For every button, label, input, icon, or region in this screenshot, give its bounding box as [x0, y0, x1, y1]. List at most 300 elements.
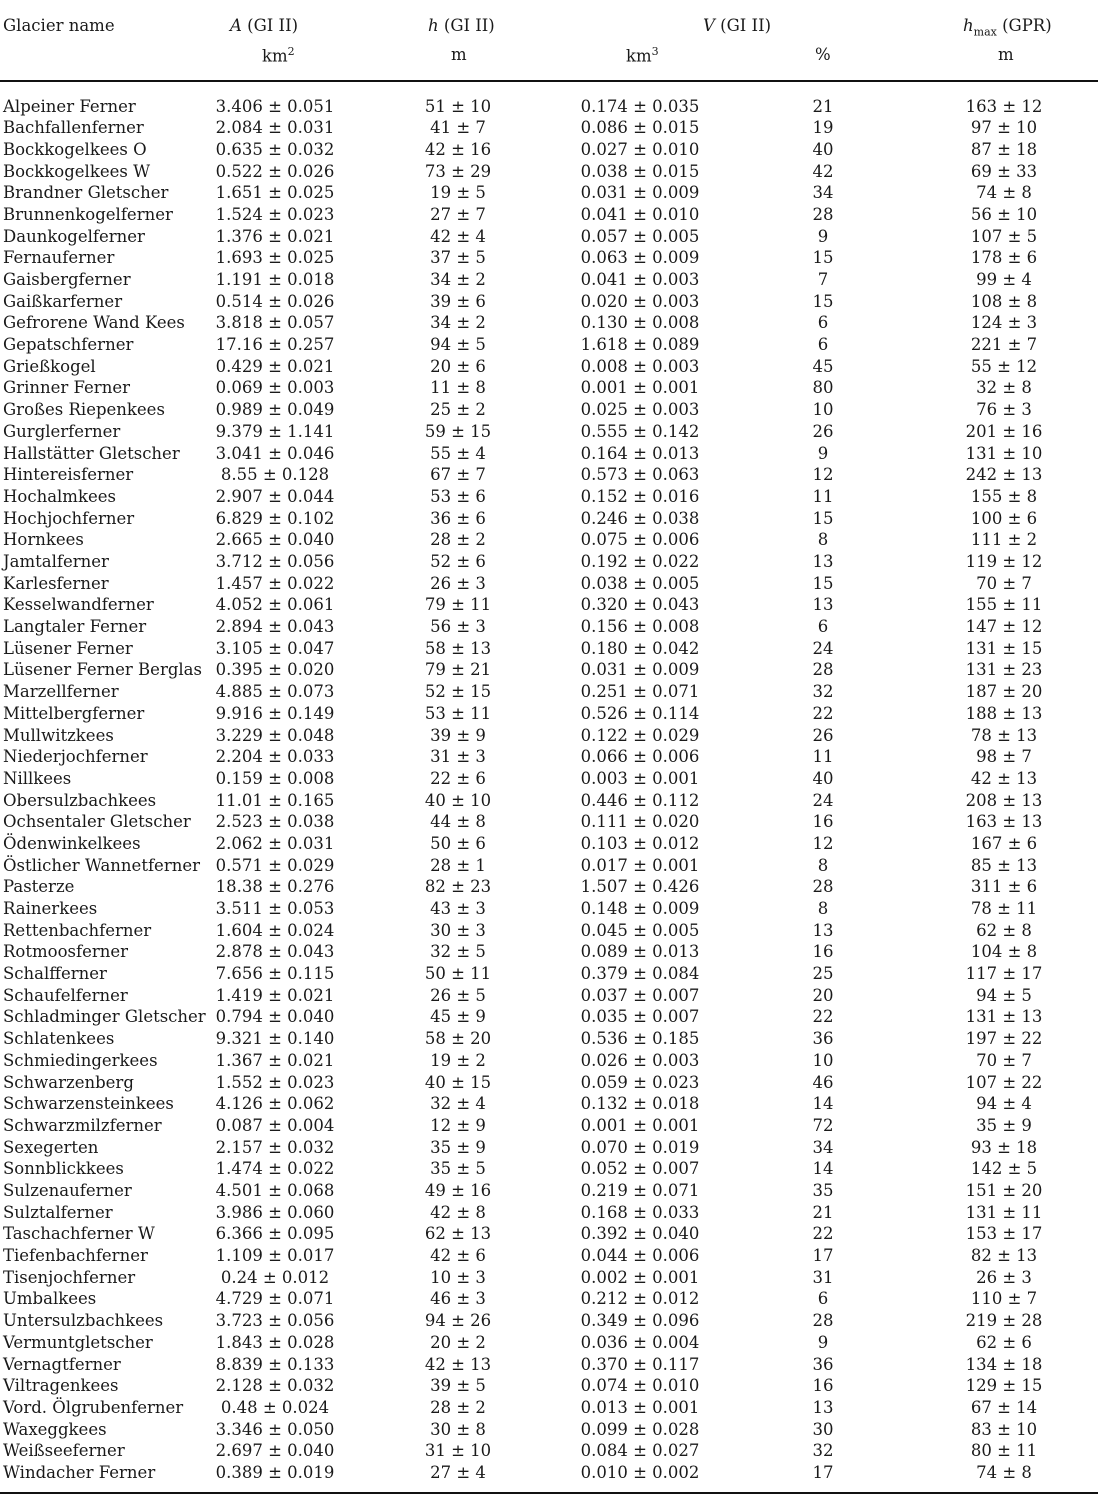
thickness-cell: 30 ± 8: [430, 1419, 486, 1439]
area-cell: 1.474 ± 0.022: [215, 1159, 335, 1179]
table-row: [0, 833, 1098, 855]
glacier-name-cell: Lüsener Ferner Berglas: [3, 660, 202, 680]
percent-cell: 36: [812, 1029, 834, 1049]
hmax-cell: 208 ± 13: [965, 790, 1043, 810]
table-row: [0, 421, 1098, 443]
area-cell: 1.604 ± 0.024: [215, 920, 335, 940]
area-cell: 2.907 ± 0.044: [215, 486, 335, 506]
glacier-name-cell: Viltragenkees: [3, 1376, 119, 1396]
percent-cell: 12: [812, 465, 834, 485]
hmax-cell: 311 ± 6: [970, 877, 1038, 897]
thickness-cell: 12 ± 9: [430, 1115, 486, 1135]
percent-cell: 22: [812, 1007, 834, 1027]
glacier-name-cell: Hochalmkees: [3, 486, 116, 506]
percent-cell: 13: [812, 920, 834, 940]
thickness-cell: 42 ± 6: [430, 1246, 486, 1266]
volume-cell: 0.219 ± 0.071: [580, 1181, 700, 1200]
hmax-cell: 131 ± 11: [965, 1202, 1043, 1222]
glacier-name-cell: Hintereisferner: [3, 465, 134, 485]
volume-cell: 0.052 ± 0.007: [580, 1159, 700, 1179]
area-cell: 2.062 ± 0.031: [215, 833, 335, 853]
percent-cell: 31: [812, 1267, 834, 1287]
volume-cell: 0.099 ± 0.028: [580, 1419, 700, 1439]
thickness-cell: 44 ± 8: [430, 812, 486, 832]
percent-cell: 17: [812, 1462, 834, 1482]
area-cell: 2.665 ± 0.040: [215, 530, 335, 550]
hmax-cell: 67 ± 14: [970, 1397, 1038, 1417]
table-row: [0, 1028, 1098, 1050]
table-row: [0, 659, 1098, 681]
glacier-name-cell: Vermuntgletscher: [3, 1332, 153, 1352]
volume-cell: 0.192 ± 0.022: [580, 551, 700, 571]
area-cell: 0.989 ± 0.049: [215, 400, 335, 420]
area-cell: 6.366 ± 0.095: [215, 1224, 335, 1244]
glacier-name-cell: Schwarzenberg: [3, 1072, 134, 1092]
volume-cell: 0.089 ± 0.013: [580, 942, 700, 962]
volume-cell: 0.555 ± 0.142: [580, 421, 700, 441]
percent-cell: 15: [812, 291, 834, 311]
glacier-name-cell: Gaißkarferner: [3, 291, 123, 311]
thickness-cell: 58 ± 13: [424, 638, 492, 658]
area-cell: 1.693 ± 0.025: [215, 248, 335, 268]
volume-cell: 0.074 ± 0.010: [580, 1376, 700, 1396]
hmax-cell: 201 ± 16: [965, 421, 1043, 441]
hmax-cell: 83 ± 10: [970, 1419, 1038, 1439]
volume-cell: 0.379 ± 0.084: [580, 964, 700, 984]
hmax-cell: 42 ± 13: [970, 768, 1038, 788]
hmax-cell: 69 ± 33: [970, 161, 1038, 181]
volume-cell: 0.174 ± 0.035: [580, 96, 700, 116]
thickness-cell: 67 ± 7: [430, 465, 486, 485]
glacier-name-cell: Langtaler Ferner: [3, 617, 147, 637]
volume-cell: 0.017 ± 0.001: [580, 855, 700, 875]
glacier-name-cell: Tiefenbachferner: [3, 1246, 148, 1266]
glacier-name-cell: Ochsentaler Gletscher: [3, 812, 191, 832]
glacier-name-cell: Schmiedingerkees: [3, 1050, 158, 1070]
table-row: [0, 1332, 1098, 1354]
volume-cell: 0.041 ± 0.010: [580, 204, 700, 224]
hmax-cell: 151 ± 20: [965, 1181, 1043, 1200]
area-cell: 0.389 ± 0.019: [215, 1462, 335, 1482]
unit-volume: [626, 45, 659, 66]
area-cell: 1.843 ± 0.028: [215, 1332, 335, 1352]
area-cell: 0.087 ± 0.004: [215, 1115, 335, 1135]
glacier-name-cell: Brunnenkogelferner: [3, 204, 173, 224]
area-cell: 1.524 ± 0.023: [215, 204, 335, 224]
area-cell: 4.052 ± 0.061: [215, 595, 335, 615]
thickness-cell: 30 ± 3: [430, 920, 486, 940]
glacier-name-cell: Alpeiner Ferner: [3, 96, 136, 116]
table-row: [0, 182, 1098, 204]
hmax-cell: 93 ± 18: [970, 1137, 1038, 1157]
glacier-name-cell: Grinner Ferner: [3, 378, 130, 398]
thickness-cell: 59 ± 15: [424, 421, 492, 441]
volume-cell: 0.038 ± 0.015: [580, 161, 700, 181]
thickness-cell: 27 ± 7: [430, 204, 486, 224]
thickness-cell: 56 ± 3: [430, 617, 486, 637]
volume-cell: 0.045 ± 0.005: [580, 920, 700, 940]
thickness-cell: 42 ± 13: [424, 1354, 492, 1374]
glacier-name-cell: Schlatenkees: [3, 1029, 115, 1049]
glacier-name-cell: Rotmoosferner: [3, 942, 129, 962]
thickness-cell: 39 ± 6: [430, 291, 486, 311]
glacier-name-cell: Lüsener Ferner: [3, 638, 133, 658]
table-row: [0, 1440, 1098, 1462]
hmax-cell: 163 ± 12: [965, 96, 1043, 116]
thickness-cell: 20 ± 2: [430, 1332, 486, 1352]
percent-cell: 26: [812, 725, 834, 745]
col-header-volume: [703, 16, 771, 35]
volume-cell: 0.246 ± 0.038: [580, 508, 700, 528]
volume-cell: 0.008 ± 0.003: [580, 356, 700, 376]
volume-cell: 0.031 ± 0.009: [580, 183, 700, 203]
volume-cell: 0.041 ± 0.003: [580, 270, 700, 290]
percent-cell: 14: [812, 1094, 834, 1114]
table-row: [0, 594, 1098, 616]
h-symbol: h: [428, 16, 439, 35]
area-cell: 2.894 ± 0.043: [215, 617, 335, 637]
unit-area-base: km: [262, 46, 288, 66]
volume-cell: 0.066 ± 0.006: [580, 747, 700, 767]
glacier-name-cell: Gepatschferner: [3, 335, 134, 355]
percent-cell: 6: [817, 1289, 829, 1309]
thickness-cell: 53 ± 11: [424, 703, 492, 723]
percent-cell: 7: [817, 270, 829, 290]
percent-cell: 14: [812, 1159, 834, 1179]
volume-cell: 1.507 ± 0.426: [580, 877, 700, 897]
hmax-cell: 108 ± 8: [970, 291, 1038, 311]
thickness-cell: 79 ± 11: [424, 595, 492, 615]
volume-cell: 0.148 ± 0.009: [580, 899, 700, 919]
volume-cell: 0.037 ± 0.007: [580, 985, 700, 1005]
table-row: [0, 985, 1098, 1007]
volume-cell: 0.152 ± 0.016: [580, 486, 700, 506]
glacier-name-cell: Obersulzbachkees: [3, 790, 157, 810]
thickness-cell: 41 ± 7: [430, 118, 486, 138]
percent-cell: 10: [812, 1050, 834, 1070]
hmax-cell: 94 ± 4: [976, 1094, 1032, 1114]
glacier-name-cell: Schalfferner: [3, 964, 107, 984]
area-cell: 4.126 ± 0.062: [215, 1094, 335, 1114]
percent-cell: 15: [812, 573, 834, 593]
percent-cell: 8: [817, 530, 829, 550]
glacier-name-cell: Sulzenauferner: [3, 1181, 132, 1200]
percent-cell: 80: [812, 378, 834, 398]
volume-cell: 0.086 ± 0.015: [580, 118, 700, 138]
thickness-cell: 53 ± 6: [430, 486, 486, 506]
percent-cell: 34: [812, 183, 834, 203]
percent-cell: 6: [817, 617, 829, 637]
percent-cell: 15: [812, 248, 834, 268]
hmax-cell: 78 ± 13: [970, 725, 1038, 745]
glacier-name-cell: Schaufelferner: [3, 985, 128, 1005]
table-row: [0, 1245, 1098, 1267]
glacier-name-cell: Bockkogelkees O: [3, 139, 147, 159]
percent-cell: 9: [817, 443, 829, 463]
area-cell: 2.128 ± 0.032: [215, 1376, 335, 1396]
table-row: [0, 117, 1098, 139]
glacier-name-cell: Grießkogel: [3, 356, 96, 376]
volume-cell: 0.212 ± 0.012: [580, 1289, 700, 1309]
percent-cell: 40: [812, 768, 834, 788]
area-cell: 1.552 ± 0.023: [215, 1072, 335, 1092]
hmax-cell: 35 ± 9: [976, 1115, 1032, 1135]
area-cell: 9.321 ± 0.140: [215, 1029, 335, 1049]
hmax-cell: 87 ± 18: [970, 139, 1038, 159]
table-row: [0, 377, 1098, 399]
thickness-cell: 26 ± 5: [430, 985, 486, 1005]
table-row: [0, 941, 1098, 963]
glacier-name-cell: Windacher Ferner: [3, 1462, 156, 1482]
glacier-name-cell: Schwarzensteinkees: [3, 1094, 174, 1114]
glacier-name-cell: Marzellferner: [3, 682, 119, 702]
glacier-name-cell: Schwarzmilzferner: [3, 1115, 162, 1135]
percent-cell: 32: [812, 682, 834, 702]
volume-cell: 0.320 ± 0.043: [580, 595, 700, 615]
percent-cell: 22: [812, 703, 834, 723]
percent-cell: 28: [812, 877, 834, 897]
glacier-name-cell: Gefrorene Wand Kees: [3, 313, 185, 333]
table-row: [0, 876, 1098, 898]
percent-cell: 72: [812, 1115, 834, 1135]
hmax-cell: 124 ± 3: [970, 313, 1038, 333]
table-row: [0, 1267, 1098, 1289]
glacier-name-cell: Tisenjochferner: [3, 1267, 136, 1287]
percent-cell: 9: [817, 226, 829, 246]
percent-cell: 6: [817, 335, 829, 355]
table-row: [0, 681, 1098, 703]
v-suffix: (GI II): [714, 16, 772, 35]
table-row: [0, 247, 1098, 269]
table-row: [0, 898, 1098, 920]
thickness-cell: 82 ± 23: [424, 877, 492, 897]
header-rule: [0, 80, 1098, 82]
hmax-cell: 55 ± 12: [970, 356, 1038, 376]
glacier-name-cell: Östlicher Wannetferner: [3, 855, 200, 875]
table-row: [0, 291, 1098, 313]
area-cell: 4.729 ± 0.071: [215, 1289, 335, 1309]
table-row: [0, 399, 1098, 421]
percent-cell: 28: [812, 204, 834, 224]
area-cell: 7.656 ± 0.115: [215, 964, 335, 984]
unit-percent: %: [815, 45, 831, 64]
area-cell: 0.24 ± 0.012: [220, 1267, 330, 1287]
hmax-cell: 131 ± 10: [965, 443, 1043, 463]
volume-cell: 0.103 ± 0.012: [580, 833, 700, 853]
table-row: [0, 963, 1098, 985]
unit-area: [262, 45, 295, 66]
volume-cell: 0.025 ± 0.003: [580, 400, 700, 420]
hmax-cell: 78 ± 11: [970, 899, 1038, 919]
table-row: [0, 312, 1098, 334]
percent-cell: 26: [812, 421, 834, 441]
table-row: [0, 573, 1098, 595]
volume-cell: 0.044 ± 0.006: [580, 1246, 700, 1266]
volume-cell: 0.027 ± 0.010: [580, 139, 700, 159]
volume-cell: 0.026 ± 0.003: [580, 1050, 700, 1070]
unit-v-base: km: [626, 46, 652, 66]
table-row: [0, 1375, 1098, 1397]
area-cell: 0.48 ± 0.024: [220, 1397, 330, 1417]
table-row: [0, 1050, 1098, 1072]
area-cell: 18.38 ± 0.276: [215, 877, 335, 897]
hmax-cell: 131 ± 15: [965, 638, 1043, 658]
hmax-cell: 110 ± 7: [970, 1289, 1038, 1309]
hmax-cell: 80 ± 11: [970, 1441, 1038, 1461]
percent-cell: 22: [812, 1224, 834, 1244]
thickness-cell: 42 ± 8: [430, 1202, 486, 1222]
thickness-cell: 39 ± 9: [430, 725, 486, 745]
thickness-cell: 19 ± 2: [430, 1050, 486, 1070]
table-row: [0, 855, 1098, 877]
hmax-cell: 142 ± 5: [970, 1159, 1038, 1179]
volume-cell: 0.446 ± 0.112: [580, 790, 700, 810]
hmax-cell: 155 ± 11: [965, 595, 1043, 615]
area-cell: 4.885 ± 0.073: [215, 682, 335, 702]
bottom-rule: [0, 1492, 1098, 1494]
volume-cell: 0.130 ± 0.008: [580, 313, 700, 333]
table-row: [0, 551, 1098, 573]
volume-cell: 0.036 ± 0.004: [580, 1332, 700, 1352]
hmax-cell: 82 ± 13: [970, 1246, 1038, 1266]
area-cell: 3.712 ± 0.056: [215, 551, 335, 571]
percent-cell: 16: [812, 812, 834, 832]
hmax-cell: 167 ± 6: [970, 833, 1038, 853]
hmax-cell: 62 ± 8: [976, 920, 1032, 940]
area-cell: 3.986 ± 0.060: [215, 1202, 335, 1222]
thickness-cell: 94 ± 26: [424, 1311, 492, 1331]
hmax-cell: 26 ± 3: [976, 1267, 1032, 1287]
table-row: [0, 96, 1098, 118]
glacier-name-cell: Sulztalferner: [3, 1202, 113, 1222]
table-row: [0, 269, 1098, 291]
volume-cell: 0.013 ± 0.001: [580, 1397, 700, 1417]
unit-hmax: m: [998, 45, 1014, 64]
volume-cell: 0.111 ± 0.020: [580, 812, 700, 832]
percent-cell: 8: [817, 899, 829, 919]
table-row: [0, 811, 1098, 833]
area-cell: 0.429 ± 0.021: [215, 356, 335, 376]
volume-cell: 0.156 ± 0.008: [580, 617, 700, 637]
percent-cell: 13: [812, 551, 834, 571]
area-cell: 3.511 ± 0.053: [215, 899, 335, 919]
glacier-name-cell: Brandner Gletscher: [3, 183, 169, 203]
table-row: [0, 1397, 1098, 1419]
hmax-cell: 56 ± 10: [970, 204, 1038, 224]
area-cell: 0.571 ± 0.029: [215, 855, 335, 875]
thickness-cell: 42 ± 16: [424, 139, 492, 159]
glacier-name-cell: Kesselwandferner: [3, 595, 154, 615]
thickness-cell: 32 ± 5: [430, 942, 486, 962]
glacier-name-cell: Mittelbergferner: [3, 703, 145, 723]
area-cell: 1.651 ± 0.025: [215, 183, 335, 203]
percent-cell: 25: [812, 964, 834, 984]
thickness-cell: 11 ± 8: [430, 378, 486, 398]
percent-cell: 34: [812, 1137, 834, 1157]
hmax-cell: 242 ± 13: [965, 465, 1043, 485]
area-cell: 8.55 ± 0.128: [220, 465, 330, 485]
percent-cell: 36: [812, 1354, 834, 1374]
volume-cell: 0.020 ± 0.003: [580, 291, 700, 311]
percent-cell: 11: [812, 747, 834, 767]
glacier-name-cell: Hallstätter Gletscher: [3, 443, 180, 463]
area-cell: 9.379 ± 1.141: [215, 421, 335, 441]
volume-cell: 0.168 ± 0.033: [580, 1202, 700, 1222]
glacier-name-cell: Jamtalferner: [3, 551, 109, 571]
hmax-cell: 97 ± 10: [970, 118, 1038, 138]
table-row: [0, 746, 1098, 768]
area-cell: 3.229 ± 0.048: [215, 725, 335, 745]
volume-cell: 0.370 ± 0.117: [580, 1354, 700, 1374]
hmax-cell: 62 ± 6: [976, 1332, 1032, 1352]
area-cell: 1.419 ± 0.021: [215, 985, 335, 1005]
percent-cell: 13: [812, 1397, 834, 1417]
glacier-name-cell: Weißseeferner: [3, 1441, 125, 1461]
table-row: [0, 443, 1098, 465]
table-row: [0, 508, 1098, 530]
area-cell: 2.157 ± 0.032: [215, 1137, 335, 1157]
percent-cell: 20: [812, 985, 834, 1005]
thickness-cell: 34 ± 2: [430, 313, 486, 333]
area-cell: 2.697 ± 0.040: [215, 1441, 335, 1461]
glacier-name-cell: Daunkogelferner: [3, 226, 145, 246]
thickness-cell: 50 ± 11: [424, 964, 492, 984]
volume-cell: 0.070 ± 0.019: [580, 1137, 700, 1157]
hmax-cell: 219 ± 28: [965, 1311, 1043, 1331]
percent-cell: 45: [812, 356, 834, 376]
volume-cell: 0.003 ± 0.001: [580, 768, 700, 788]
percent-cell: 16: [812, 942, 834, 962]
thickness-cell: 32 ± 4: [430, 1094, 486, 1114]
hmax-cell: 131 ± 13: [965, 1007, 1043, 1027]
thickness-cell: 45 ± 9: [430, 1007, 486, 1027]
volume-cell: 0.349 ± 0.096: [580, 1311, 700, 1331]
thickness-cell: 26 ± 3: [430, 573, 486, 593]
percent-cell: 12: [812, 833, 834, 853]
col-header-name: Glacier name: [3, 16, 115, 35]
percent-cell: 10: [812, 400, 834, 420]
glacier-name-cell: Bachfallenferner: [3, 118, 144, 138]
thickness-cell: 28 ± 1: [430, 855, 486, 875]
glacier-name-cell: Gurglerferner: [3, 421, 121, 441]
percent-cell: 8: [817, 855, 829, 875]
thickness-cell: 46 ± 3: [430, 1289, 486, 1309]
percent-cell: 19: [812, 118, 834, 138]
table-row: [0, 464, 1098, 486]
table-row: [0, 529, 1098, 551]
percent-cell: 17: [812, 1246, 834, 1266]
hmax-symbol: h: [963, 16, 974, 35]
thickness-cell: 20 ± 6: [430, 356, 486, 376]
unit-v-exponent: 3: [651, 45, 659, 58]
thickness-cell: 28 ± 2: [430, 1397, 486, 1417]
area-cell: 1.191 ± 0.018: [215, 270, 335, 290]
area-suffix: (GI II): [241, 16, 299, 35]
percent-cell: 28: [812, 660, 834, 680]
hmax-cell: 107 ± 22: [965, 1072, 1043, 1092]
hmax-cell: 76 ± 3: [976, 400, 1032, 420]
area-cell: 9.916 ± 0.149: [215, 703, 335, 723]
area-symbol: A: [230, 16, 242, 35]
area-cell: 2.204 ± 0.033: [215, 747, 335, 767]
table-row: [0, 1137, 1098, 1159]
hmax-cell: 117 ± 17: [965, 964, 1043, 984]
hmax-cell: 70 ± 7: [976, 1050, 1032, 1070]
thickness-cell: 40 ± 10: [424, 790, 492, 810]
area-cell: 2.523 ± 0.038: [215, 812, 335, 832]
glacier-name-cell: Nillkees: [3, 768, 72, 788]
table-row: [0, 1288, 1098, 1310]
